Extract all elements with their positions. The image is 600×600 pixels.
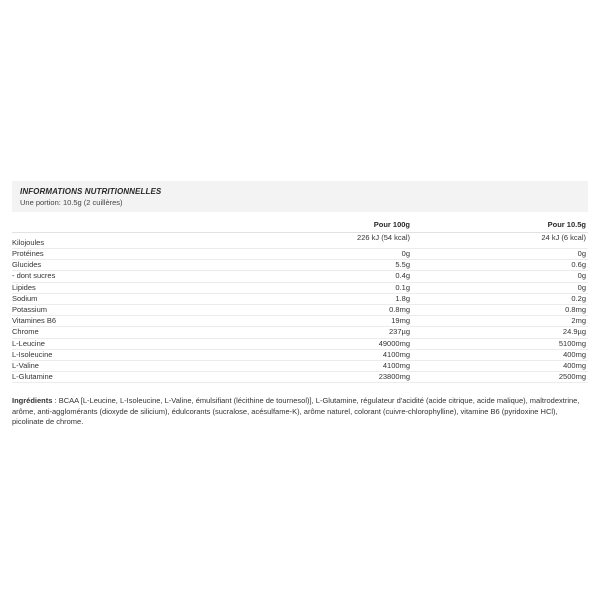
nutrition-panel (12, 181, 588, 428)
value-per-portion: 5100mg (412, 338, 588, 349)
value-per-portion: 24.9µg (412, 327, 588, 338)
nutrient-name: L-Valine (12, 360, 236, 371)
ingredients-list: : BCAA [L-Leucine, L-Isoleucine, L-Valine, émulsifiant (lécithine de tournesol)], L-Glutamine, régulateur d'acidité (acide citrique, acide malique), maltrodextrine, arôme, anti-agglomérants (dioxyde de silicium), édulcorants (sucralose, acésulfame-K), arôme naturel, colorant (cuivre-chlorophylline), vitamine B6 (pyridoxine HCl), picolinate de chrome. (12, 396, 580, 427)
table-row (12, 293, 588, 304)
nutrient-name: L-Leucine (12, 338, 236, 349)
value-per-portion: 2mg (412, 316, 588, 327)
nutrient-name: Lipides (12, 282, 236, 293)
table-header-row (12, 212, 588, 233)
table-row (12, 282, 588, 293)
nutrient-name: Kilojoules (12, 233, 236, 249)
value-per-100g: 5.5g (236, 260, 412, 271)
value-per-portion: 0g (412, 271, 588, 282)
nutrient-name: Vitamines B6 (12, 316, 236, 327)
value-per-100g: 19mg (236, 316, 412, 327)
table-row (12, 271, 588, 282)
value-per-portion: 24 kJ (6 kcal) (412, 233, 588, 249)
value-per-portion: 2500mg (412, 372, 588, 383)
table-row (12, 360, 588, 371)
nutrition-table (12, 212, 588, 383)
nutrient-name: - dont sucres (12, 271, 236, 282)
serving-size: Une portion: 10.5g (2 cuillères) (20, 198, 123, 207)
nutrient-name: Protéines (12, 249, 236, 260)
nutrient-name: L-Isoleucine (12, 349, 236, 360)
nutrition-table-body (12, 233, 588, 383)
value-per-portion: 400mg (412, 349, 588, 360)
table-row (12, 233, 588, 249)
value-per-100g: 23800mg (236, 372, 412, 383)
value-per-100g: 0.8mg (236, 304, 412, 315)
value-per-100g: 226 kJ (54 kcal) (236, 233, 412, 249)
table-row (12, 349, 588, 360)
nutrient-name: Chrome (12, 327, 236, 338)
value-per-100g: 0.1g (236, 282, 412, 293)
value-per-100g: 237µg (236, 327, 412, 338)
ingredients-text (12, 396, 588, 428)
value-per-portion: 0.8mg (412, 304, 588, 315)
table-row (12, 316, 588, 327)
table-row (12, 372, 588, 383)
nutrient-name: L-Glutamine (12, 372, 236, 383)
column-header-per-portion: Pour 10.5g (412, 212, 588, 233)
value-per-portion: 0g (412, 249, 588, 260)
value-per-portion: 0.6g (412, 260, 588, 271)
value-per-portion: 0.2g (412, 293, 588, 304)
ingredients-label: Ingrédients (12, 396, 53, 406)
table-row (12, 260, 588, 271)
value-per-100g: 49000mg (236, 338, 412, 349)
value-per-100g: 4100mg (236, 349, 412, 360)
column-header-per-100g: Pour 100g (236, 212, 412, 233)
nutrition-header (12, 181, 588, 212)
value-per-100g: 0g (236, 249, 412, 260)
nutrient-name: Sodium (12, 293, 236, 304)
table-row (12, 327, 588, 338)
nutrition-title: INFORMATIONS NUTRITIONNELLES (20, 187, 162, 196)
value-per-portion: 400mg (412, 360, 588, 371)
table-row (12, 338, 588, 349)
value-per-portion: 0g (412, 282, 588, 293)
value-per-100g: 0.4g (236, 271, 412, 282)
table-row (12, 304, 588, 315)
nutrient-name: Glucides (12, 260, 236, 271)
nutrient-name: Potassium (12, 304, 236, 315)
value-per-100g: 4100mg (236, 360, 412, 371)
value-per-100g: 1.8g (236, 293, 412, 304)
table-row (12, 249, 588, 260)
column-header-nutrient (12, 212, 236, 233)
